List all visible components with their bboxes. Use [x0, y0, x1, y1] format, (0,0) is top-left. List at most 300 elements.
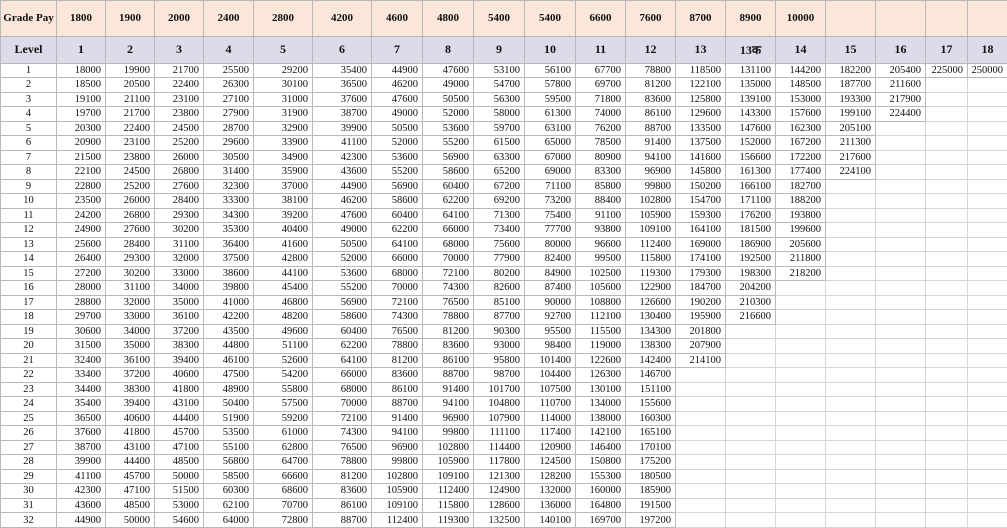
pay-cell: 147600: [726, 121, 776, 136]
pay-cell: [776, 498, 826, 513]
row-index: 1: [1, 63, 57, 78]
pay-cell: 21700: [106, 107, 155, 122]
pay-cell: 24500: [155, 121, 204, 136]
grade-pay-cell: [926, 1, 968, 37]
pay-cell: 62800: [254, 440, 313, 455]
pay-cell: 40400: [254, 223, 313, 238]
pay-cell: 55800: [254, 382, 313, 397]
pay-cell: [726, 353, 776, 368]
pay-cell: 70000: [313, 397, 372, 412]
pay-cell: 104800: [474, 397, 525, 412]
table-row: [1, 78, 1007, 93]
pay-cell: 54700: [474, 78, 525, 93]
pay-cell: 24500: [106, 165, 155, 180]
level-cell: 4: [204, 36, 254, 63]
pay-cell: 61500: [474, 136, 525, 151]
pay-cell: 34000: [155, 281, 204, 296]
row-index: 2: [1, 78, 57, 93]
pay-cell: 72800: [254, 513, 313, 528]
pay-cell: 58600: [372, 194, 423, 209]
pay-cell: 39200: [254, 208, 313, 223]
grade-pay-cell: [826, 1, 876, 37]
pay-cell: [876, 411, 926, 426]
pay-cell: 78800: [626, 63, 676, 78]
pay-cell: [968, 440, 1007, 455]
pay-cell: 38600: [204, 266, 254, 281]
pay-cell: 31500: [57, 339, 106, 354]
pay-cell: [726, 339, 776, 354]
row-index: 14: [1, 252, 57, 267]
pay-cell: [926, 179, 968, 194]
pay-cell: 250000: [968, 63, 1007, 78]
pay-cell: 141600: [676, 150, 726, 165]
pay-cell: 87700: [474, 310, 525, 325]
pay-cell: 167200: [776, 136, 826, 151]
pay-cell: 139100: [726, 92, 776, 107]
pay-cell: 83600: [372, 368, 423, 383]
pay-cell: 102500: [576, 266, 626, 281]
pay-cell: 34300: [204, 208, 254, 223]
table-row: [1, 339, 1007, 354]
pay-cell: 57800: [525, 78, 576, 93]
pay-cell: 99800: [372, 455, 423, 470]
level-cell: 13: [676, 36, 726, 63]
pay-cell: 185900: [626, 484, 676, 499]
pay-cell: [726, 397, 776, 412]
pay-cell: [926, 469, 968, 484]
pay-cell: 64100: [423, 208, 474, 223]
pay-cell: [876, 426, 926, 441]
pay-cell: 69000: [525, 165, 576, 180]
pay-cell: 66000: [372, 252, 423, 267]
pay-cell: 70700: [254, 498, 313, 513]
table-row: [1, 237, 1007, 252]
pay-cell: [926, 353, 968, 368]
pay-cell: 112400: [423, 484, 474, 499]
row-index: 12: [1, 223, 57, 238]
pay-cell: 140100: [525, 513, 576, 528]
pay-cell: 30600: [57, 324, 106, 339]
pay-cell: [926, 150, 968, 165]
pay-cell: 47500: [204, 368, 254, 383]
pay-cell: [926, 223, 968, 238]
table-row: [1, 208, 1007, 223]
pay-cell: 119000: [576, 339, 626, 354]
pay-cell: [876, 440, 926, 455]
table-row: [1, 121, 1007, 136]
pay-cell: 165100: [626, 426, 676, 441]
row-index: 20: [1, 339, 57, 354]
pay-cell: 64100: [372, 237, 423, 252]
pay-cell: 88700: [313, 513, 372, 528]
pay-cell: 71800: [576, 92, 626, 107]
pay-cell: 26800: [106, 208, 155, 223]
pay-cell: [876, 252, 926, 267]
pay-cell: 26400: [57, 252, 106, 267]
pay-cell: [926, 382, 968, 397]
pay-cell: 164800: [576, 498, 626, 513]
pay-cell: 94100: [423, 397, 474, 412]
pay-cell: 60300: [204, 484, 254, 499]
pay-cell: 161300: [726, 165, 776, 180]
pay-cell: 114400: [474, 440, 525, 455]
pay-cell: [876, 150, 926, 165]
pay-cell: 128200: [525, 469, 576, 484]
pay-cell: 36400: [204, 237, 254, 252]
pay-cell: 122900: [626, 281, 676, 296]
pay-cell: 94100: [626, 150, 676, 165]
pay-cell: 44900: [57, 513, 106, 528]
pay-cell: 52000: [313, 252, 372, 267]
pay-cell: 33400: [57, 368, 106, 383]
pay-cell: 114000: [525, 411, 576, 426]
pay-cell: 78800: [313, 455, 372, 470]
pay-cell: 88700: [372, 397, 423, 412]
table-row: [1, 223, 1007, 238]
pay-cell: 66600: [254, 469, 313, 484]
grade-pay-label: Grade Pay: [1, 1, 57, 37]
pay-cell: [826, 295, 876, 310]
row-index: 9: [1, 179, 57, 194]
pay-cell: [968, 368, 1007, 383]
pay-cell: [826, 368, 876, 383]
pay-cell: 31900: [254, 107, 313, 122]
pay-cell: [876, 469, 926, 484]
pay-cell: 101700: [474, 382, 525, 397]
pay-cell: 145800: [676, 165, 726, 180]
pay-cell: 205100: [826, 121, 876, 136]
pay-cell: 18500: [57, 78, 106, 93]
pay-cell: 151100: [626, 382, 676, 397]
pay-cell: [968, 252, 1007, 267]
pay-cell: 41000: [204, 295, 254, 310]
pay-cell: 30500: [204, 150, 254, 165]
pay-cell: 119300: [626, 266, 676, 281]
table-row: [1, 92, 1007, 107]
pay-cell: 52000: [372, 136, 423, 151]
pay-cell: 119300: [423, 513, 474, 528]
row-index: 27: [1, 440, 57, 455]
pay-cell: 66000: [423, 223, 474, 238]
pay-cell: 78800: [372, 339, 423, 354]
pay-cell: 117400: [525, 426, 576, 441]
pay-cell: 60400: [372, 208, 423, 223]
pay-cell: 159300: [676, 208, 726, 223]
pay-cell: 96900: [372, 440, 423, 455]
table-row: [1, 136, 1007, 151]
pay-cell: 81200: [372, 353, 423, 368]
pay-cell: [776, 484, 826, 499]
pay-cell: 93800: [576, 223, 626, 238]
grade-pay-cell: 10000: [776, 1, 826, 37]
pay-cell: 186900: [726, 237, 776, 252]
pay-cell: [776, 397, 826, 412]
pay-cell: 91100: [576, 208, 626, 223]
pay-cell: 86100: [372, 382, 423, 397]
pay-cell: [968, 426, 1007, 441]
pay-cell: 109100: [372, 498, 423, 513]
pay-cell: 30100: [254, 78, 313, 93]
pay-cell: 122600: [576, 353, 626, 368]
pay-cell: 211600: [876, 78, 926, 93]
pay-cell: 64000: [204, 513, 254, 528]
pay-cell: 224100: [826, 165, 876, 180]
table-row: [1, 310, 1007, 325]
pay-cell: [826, 223, 876, 238]
pay-cell: [968, 411, 1007, 426]
pay-cell: 182700: [776, 179, 826, 194]
row-index: 7: [1, 150, 57, 165]
pay-cell: [776, 469, 826, 484]
table-row: [1, 397, 1007, 412]
pay-cell: 41100: [57, 469, 106, 484]
pay-cell: 217900: [876, 92, 926, 107]
table-row: [1, 252, 1007, 267]
table-row: [1, 513, 1007, 528]
pay-cell: 70000: [423, 252, 474, 267]
pay-cell: 68000: [423, 237, 474, 252]
pay-cell: [926, 165, 968, 180]
pay-cell: 94100: [372, 426, 423, 441]
pay-cell: 88700: [626, 121, 676, 136]
level-header-row: [1, 36, 1007, 63]
pay-cell: 134000: [576, 397, 626, 412]
pay-cell: 33000: [155, 266, 204, 281]
pay-cell: 44900: [372, 63, 423, 78]
pay-cell: [926, 107, 968, 122]
pay-cell: [826, 310, 876, 325]
pay-cell: [968, 281, 1007, 296]
pay-cell: 26000: [155, 150, 204, 165]
level-cell: 7: [372, 36, 423, 63]
pay-cell: 27900: [204, 107, 254, 122]
table-row: [1, 165, 1007, 180]
pay-cell: 35400: [313, 63, 372, 78]
grade-pay-cell: 4800: [423, 1, 474, 37]
pay-cell: [968, 78, 1007, 93]
pay-cell: 86100: [626, 107, 676, 122]
pay-cell: [876, 281, 926, 296]
pay-cell: [926, 136, 968, 151]
pay-cell: [776, 295, 826, 310]
pay-cell: 47600: [372, 92, 423, 107]
pay-cell: [968, 92, 1007, 107]
pay-cell: [968, 310, 1007, 325]
pay-cell: [876, 266, 926, 281]
pay-cell: 23100: [155, 92, 204, 107]
pay-cell: 80200: [474, 266, 525, 281]
pay-cell: 65000: [525, 136, 576, 151]
pay-cell: 156600: [726, 150, 776, 165]
pay-cell: 26800: [155, 165, 204, 180]
pay-cell: 142400: [626, 353, 676, 368]
row-index: 4: [1, 107, 57, 122]
pay-cell: 33000: [106, 310, 155, 325]
pay-cell: [968, 498, 1007, 513]
pay-cell: 72100: [372, 295, 423, 310]
pay-cell: 29200: [254, 63, 313, 78]
pay-cell: 105600: [576, 281, 626, 296]
pay-cell: 62100: [204, 498, 254, 513]
pay-cell: [968, 339, 1007, 354]
row-index: 23: [1, 382, 57, 397]
pay-cell: [876, 237, 926, 252]
pay-cell: [876, 295, 926, 310]
pay-cell: [926, 440, 968, 455]
pay-cell: [676, 411, 726, 426]
row-index: 17: [1, 295, 57, 310]
pay-cell: 61300: [525, 107, 576, 122]
pay-cell: 105900: [372, 484, 423, 499]
pay-cell: 23100: [106, 136, 155, 151]
pay-cell: [876, 121, 926, 136]
pay-cell: 96600: [576, 237, 626, 252]
pay-cell: 75400: [525, 208, 576, 223]
pay-cell: [876, 194, 926, 209]
pay-cell: 26000: [106, 194, 155, 209]
grade-pay-cell: 7600: [626, 1, 676, 37]
pay-cell: 76500: [423, 295, 474, 310]
pay-cell: [926, 455, 968, 470]
pay-cell: [968, 469, 1007, 484]
pay-cell: 51500: [155, 484, 204, 499]
pay-cell: 198300: [726, 266, 776, 281]
pay-cell: 38300: [155, 339, 204, 354]
pay-cell: [876, 353, 926, 368]
pay-cell: [926, 397, 968, 412]
pay-cell: [926, 426, 968, 441]
pay-cell: 25200: [155, 136, 204, 151]
pay-cell: [726, 498, 776, 513]
pay-cell: 112400: [626, 237, 676, 252]
pay-cell: 28400: [155, 194, 204, 209]
pay-cell: 44800: [204, 339, 254, 354]
pay-cell: 55200: [423, 136, 474, 151]
pay-cell: [968, 208, 1007, 223]
pay-cell: [876, 165, 926, 180]
pay-cell: 80000: [525, 237, 576, 252]
pay-cell: 39900: [313, 121, 372, 136]
pay-cell: 27200: [57, 266, 106, 281]
pay-cell: 83600: [313, 484, 372, 499]
pay-cell: 47100: [155, 440, 204, 455]
pay-cell: 35300: [204, 223, 254, 238]
pay-cell: 47100: [106, 484, 155, 499]
pay-cell: 132500: [474, 513, 525, 528]
pay-cell: 25200: [106, 179, 155, 194]
level-cell: 8: [423, 36, 474, 63]
pay-cell: [876, 513, 926, 528]
pay-cell: 126600: [626, 295, 676, 310]
pay-cell: 53600: [372, 150, 423, 165]
pay-cell: 48200: [254, 310, 313, 325]
level-cell: 3: [155, 36, 204, 63]
pay-cell: [968, 223, 1007, 238]
pay-cell: 214100: [676, 353, 726, 368]
pay-cell: 66000: [313, 368, 372, 383]
pay-cell: 49600: [254, 324, 313, 339]
pay-cell: 21700: [155, 63, 204, 78]
pay-cell: 99800: [423, 426, 474, 441]
table-row: [1, 382, 1007, 397]
pay-cell: 30200: [106, 266, 155, 281]
pay-cell: 115800: [626, 252, 676, 267]
row-index: 15: [1, 266, 57, 281]
pay-cell: 38100: [254, 194, 313, 209]
pay-cell: 46200: [372, 78, 423, 93]
pay-cell: 91400: [423, 382, 474, 397]
pay-cell: 154700: [676, 194, 726, 209]
pay-cell: 78800: [423, 310, 474, 325]
pay-cell: 45700: [106, 469, 155, 484]
pay-cell: 51100: [254, 339, 313, 354]
pay-cell: 124900: [474, 484, 525, 499]
pay-cell: 41800: [155, 382, 204, 397]
level-cell: 1: [57, 36, 106, 63]
pay-cell: 18000: [57, 63, 106, 78]
pay-cell: 47600: [423, 63, 474, 78]
pay-cell: 207900: [676, 339, 726, 354]
grade-pay-header-row: [1, 1, 1007, 37]
grade-pay-cell: 5400: [525, 1, 576, 37]
pay-cell: [926, 78, 968, 93]
pay-cell: 76200: [576, 121, 626, 136]
pay-cell: 164100: [676, 223, 726, 238]
pay-cell: 193800: [776, 208, 826, 223]
pay-cell: 37200: [106, 368, 155, 383]
pay-cell: 49000: [313, 223, 372, 238]
pay-cell: 53600: [313, 266, 372, 281]
level-cell: 6: [313, 36, 372, 63]
level-cell: 5: [254, 36, 313, 63]
pay-cell: 193300: [826, 92, 876, 107]
pay-cell: 210300: [726, 295, 776, 310]
pay-cell: [876, 339, 926, 354]
pay-cell: 33300: [204, 194, 254, 209]
pay-cell: 157600: [776, 107, 826, 122]
pay-cell: [926, 194, 968, 209]
pay-cell: 59500: [525, 92, 576, 107]
pay-cell: 44400: [106, 455, 155, 470]
pay-cell: 53600: [423, 121, 474, 136]
pay-cell: [776, 513, 826, 528]
row-index: 3: [1, 92, 57, 107]
pay-cell: 138300: [626, 339, 676, 354]
table-row: [1, 353, 1007, 368]
table-row: [1, 426, 1007, 441]
pay-cell: [676, 397, 726, 412]
pay-cell: [676, 368, 726, 383]
pay-cell: 152000: [726, 136, 776, 151]
pay-cell: 22100: [57, 165, 106, 180]
pay-cell: 37500: [204, 252, 254, 267]
pay-cell: 78500: [576, 136, 626, 151]
pay-cell: [968, 237, 1007, 252]
pay-cell: 64100: [313, 353, 372, 368]
pay-cell: 211800: [776, 252, 826, 267]
pay-cell: 101400: [525, 353, 576, 368]
pay-cell: 27600: [155, 179, 204, 194]
pay-cell: 125800: [676, 92, 726, 107]
grade-pay-cell: 1900: [106, 1, 155, 37]
pay-cell: 82400: [525, 252, 576, 267]
pay-cell: 129600: [676, 107, 726, 122]
pay-cell: 195900: [676, 310, 726, 325]
row-index: 29: [1, 469, 57, 484]
pay-cell: 205600: [776, 237, 826, 252]
pay-cell: 102800: [372, 469, 423, 484]
pay-cell: 138000: [576, 411, 626, 426]
